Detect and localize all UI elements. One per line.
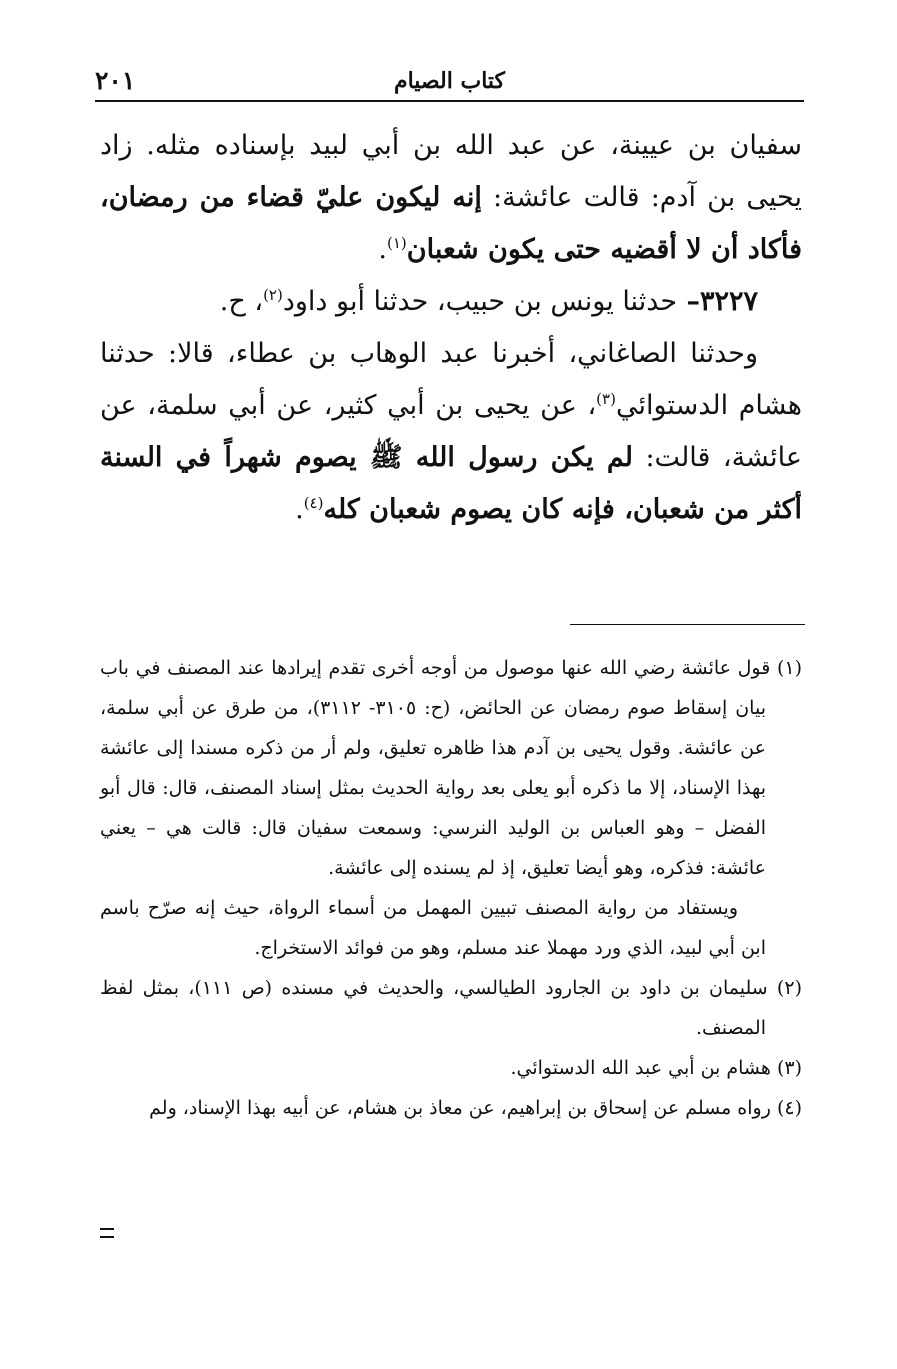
footnote-2-text: سليمان بن داود بن الجارود الطيالسي، والحديث في مسنده (ص ١١١)، بمثل لفظ المصنف. <box>100 977 768 1039</box>
footnote-2 <box>100 968 802 1048</box>
header-divider <box>95 100 804 102</box>
p2-text: حدثنا يونس بن حبيب، حدثنا أبو داود <box>282 286 678 317</box>
footnote-1-number: (١) <box>776 657 802 679</box>
p3-end: . <box>295 494 304 525</box>
p3-text-2: ، عن يحيى بن أبي كثير، عن أبي سلمة، عن عائشة، قالت: <box>100 390 802 473</box>
continuation-mark <box>100 1228 114 1238</box>
page-number: ٢٠١ <box>95 66 136 95</box>
footnote-3 <box>100 1048 802 1088</box>
p1-hadith-quote: إنه ليكون عليّ قضاء من رمضان، فأكاد أن لا أقضيه حتى يكون شعبان <box>100 182 802 265</box>
footnotes-section <box>100 648 802 1128</box>
footnote-3-number: (٣) <box>776 1057 802 1079</box>
chapter-title: كتاب الصيام <box>393 68 506 94</box>
footnote-4-number: (٤) <box>776 1097 802 1119</box>
footnote-ref-4: (٤) <box>303 494 324 512</box>
paragraph-1 <box>100 120 802 276</box>
footnote-divider <box>570 624 805 625</box>
p1-text: سفيان بن عيينة، عن عبد الله بن أبي لبيد بإسناده مثله. زاد يحيى بن آدم: قالت عائشة: <box>100 130 802 213</box>
page-header <box>95 68 804 104</box>
hadith-dash: – <box>677 286 700 317</box>
footnote-4-text: رواه مسلم عن إسحاق بن إبراهيم، عن معاذ بن هشام، عن أبيه بهذا الإسناد، ولم <box>149 1097 771 1119</box>
main-text <box>100 120 802 536</box>
footnote-1-continuation: ويستفاد من رواية المصنف تبيين المهمل من أسماء الرواة، حيث إنه صرّح باسم ابن أبي لبيد، الذي ورد مهملا عند مسلم، وهو من فوائد الاستخراج. <box>100 897 766 959</box>
footnote-3-text: هشام بن أبي عبد الله الدستوائي. <box>510 1057 771 1079</box>
hadith-number: ٣٢٢٧ <box>699 286 758 317</box>
p3-hadith-quote: لم يكن رسول الله ﷺ يصوم شهراً في السنة أكثر من شعبان، فإنه كان يصوم شعبان كله <box>100 442 802 525</box>
footnote-2-number: (٢) <box>776 977 802 999</box>
footnote-ref-3: (٣) <box>596 390 616 408</box>
paragraph-2 <box>100 276 802 328</box>
p1-end: . <box>378 234 387 265</box>
footnote-ref-1: (١) <box>387 234 407 252</box>
p2-end: ، ح. <box>219 286 264 317</box>
paragraph-3 <box>100 328 802 536</box>
footnote-1-text: قول عائشة رضي الله عنها موصول من أوجه أخرى تقدم إيرادها عند المصنف في باب بيان إسقاط صوم رمضان عن الحائض، (ح: ٣١٠٥- ٣١١٢)، من طرق عن أبي سلمة، عن عائشة. وقول يحيى بن آدم هذا ظاهره تعليق، ولم أر من ذكره مسندا إلى عائشة بهذا الإسناد، إلا ما ذكره أبو يعلى بعد رواية الحديث بمثل إسناد المصنف، قال: قال أبو الفضل – وهو العباس بن الوليد النرسي: وسمعت سفيان قال: قالت هي – يعني عائشة: فذكره، وهو أيضا تعليق، إذ لم يسنده إلى عائشة. <box>100 657 771 879</box>
footnote-1 <box>100 648 802 888</box>
p3-text-1: وحدثنا الصاغاني، أخبرنا عبد الوهاب بن عطاء، قالا: حدثنا هشام الدستوائي <box>100 338 802 421</box>
footnote-ref-2: (٢) <box>263 286 283 304</box>
footnote-4 <box>100 1088 802 1128</box>
